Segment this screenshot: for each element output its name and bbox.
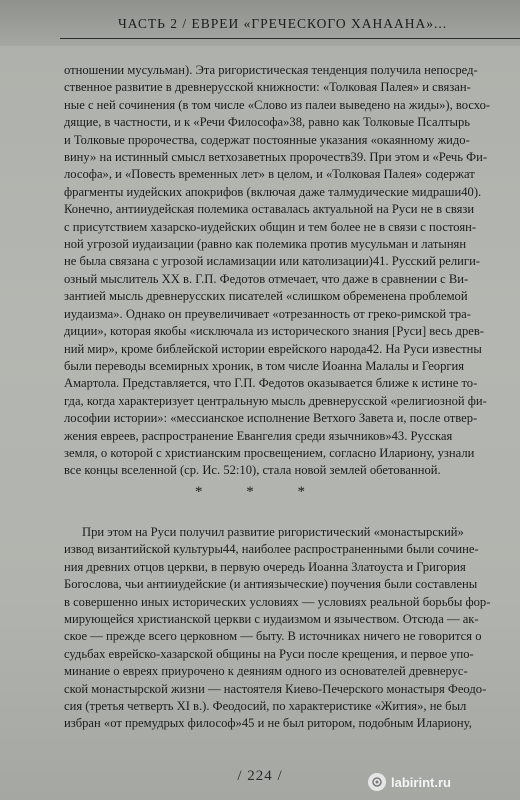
text-line: в совершенно иных исторических условиях — условиях реальной борьбы фор- <box>64 594 491 609</box>
text-line: извод византийской культуры44, наиболее распространенными были сочине- <box>64 542 479 557</box>
paragraph-1 <box>64 62 500 480</box>
watermark-text: labirint.ru <box>391 774 451 790</box>
text-line: и Толковые пророчества, содержат постоянные указания «окаянному жидо- <box>64 132 470 147</box>
text-line: Богослова, чьи антииудейские (и антиязыческие) поучения были составлены <box>64 577 478 592</box>
text-line: минание о евреях приурочено к деяниям одного из основателей древнерус- <box>64 664 468 679</box>
text-line: ной угрозой иудаизации (равно как полемика против мусульман и латынян <box>64 237 467 252</box>
text-line: ния древних отцов церкви, в первую очередь Иоанна Златоуста и Григория <box>64 559 466 574</box>
text-line: иудаизма». Однако он преувеличивает «отрезанность от греко-римской тра- <box>64 306 471 321</box>
text-line: ний мир», кроме библейской истории еврейского народа42. На Руси известны <box>64 341 482 356</box>
text-line: озный мыслитель XX в. Г.П. Федотов отмечает, что даже в сравнении с Ви- <box>64 271 469 286</box>
text-line: не была связана с угрозой исламизации или католизации)41. Русский религи- <box>64 254 480 269</box>
text-line: При этом на Руси получил развитие ригористический «монастырский» <box>82 525 464 539</box>
labirint-watermark <box>368 770 514 794</box>
text-line: с присутствием хазарско-иудейских общин и тем более не в связи с постоян- <box>64 219 477 234</box>
text-line: вину» на истинный смысл ветхозаветных пророчеств39. При этом и «Речь Фи- <box>64 150 488 165</box>
text-line: земля, о которой с христианским просвещением, согласно Илариону, узнали <box>64 445 475 460</box>
text-line: лософии истории»: «мессианское исполнение Ветхого Завета и, после отвер- <box>64 411 478 426</box>
text-line: сия (третья четверть XI в.). Феодосий, по характеристике «Жития», не был <box>64 699 467 714</box>
text-line: Амартола. Представляется, что Г.П. Федотов оказывается ближе к истине то- <box>64 376 478 391</box>
page-number: / 224 / <box>237 768 283 784</box>
text-line: были переводы всемирных хроник, в том числе Иоанна Малалы и Георгия <box>64 358 465 373</box>
text-line: гда, когда характеризует центральную мысль древнерусской «религиозной фи- <box>64 393 487 408</box>
labirint-logo-icon <box>368 773 386 791</box>
text-line: фрагменты иудейских апокрифов (включая даже талмудические мидраши40). <box>64 184 482 199</box>
text-line: мирующейся христианской церкви с иудаизмом и язычеством. Отсюда — ак- <box>64 612 479 627</box>
text-line: судьбах еврейско-хазарской общины на Руси после крещения, и первое упо- <box>64 646 474 661</box>
text-line: зантией мысль древнерусских писателей «слишком обременена проблемой <box>64 289 468 304</box>
text-line: лософа», и «Повесть временных лет» в целом, и «Толковая Палея» содержат <box>64 167 475 182</box>
paragraph-2 <box>64 524 500 733</box>
text-line: избран «от премудрых философ»45 и не был ритором, подобным Илариону, <box>64 716 472 731</box>
text-line: дящие, в частности, и к «Речи Философа»38, равно как Толковые Псалтырь <box>64 115 471 130</box>
page-header <box>0 0 520 46</box>
text-line: ской монастырской жизни — настоятеля Киево-Печерского монастыря Феодо- <box>64 681 487 696</box>
header-rule <box>60 38 520 39</box>
text-line: жения евреев, распространение Евангелия среди язычников»43. Русская <box>64 428 453 443</box>
text-line: ные с ней сочинения (в том числе «Слово из палеи выведено на жиды»), восхо- <box>64 97 491 112</box>
running-head: ЧАСТЬ 2 / ЕВРЕИ «ГРЕЧЕСКОГО ХАНААНА»... <box>118 16 448 31</box>
text-line: ское — прежде всего церковном — быту. В источниках ничего не говорится о <box>64 629 482 644</box>
text-line: диции», которая якобы «исключала из исторического знания [Руси] весь древ- <box>64 324 484 339</box>
text-line: отношении мусульман). Эта ригористическая тенденция получила непосред- <box>64 63 478 77</box>
text-line: все концы вселенной (ср. Ис. 52:10), стала новой землей обетованной. <box>64 463 441 478</box>
text-line: ственное развитие в древнерусской книжности: «Толковая Палея» и связан- <box>64 80 471 95</box>
section-separator: * * * <box>195 484 325 500</box>
text-line: Конечно, антииудейская полемика оставалась актуальной на Руси не в связи <box>64 202 475 217</box>
